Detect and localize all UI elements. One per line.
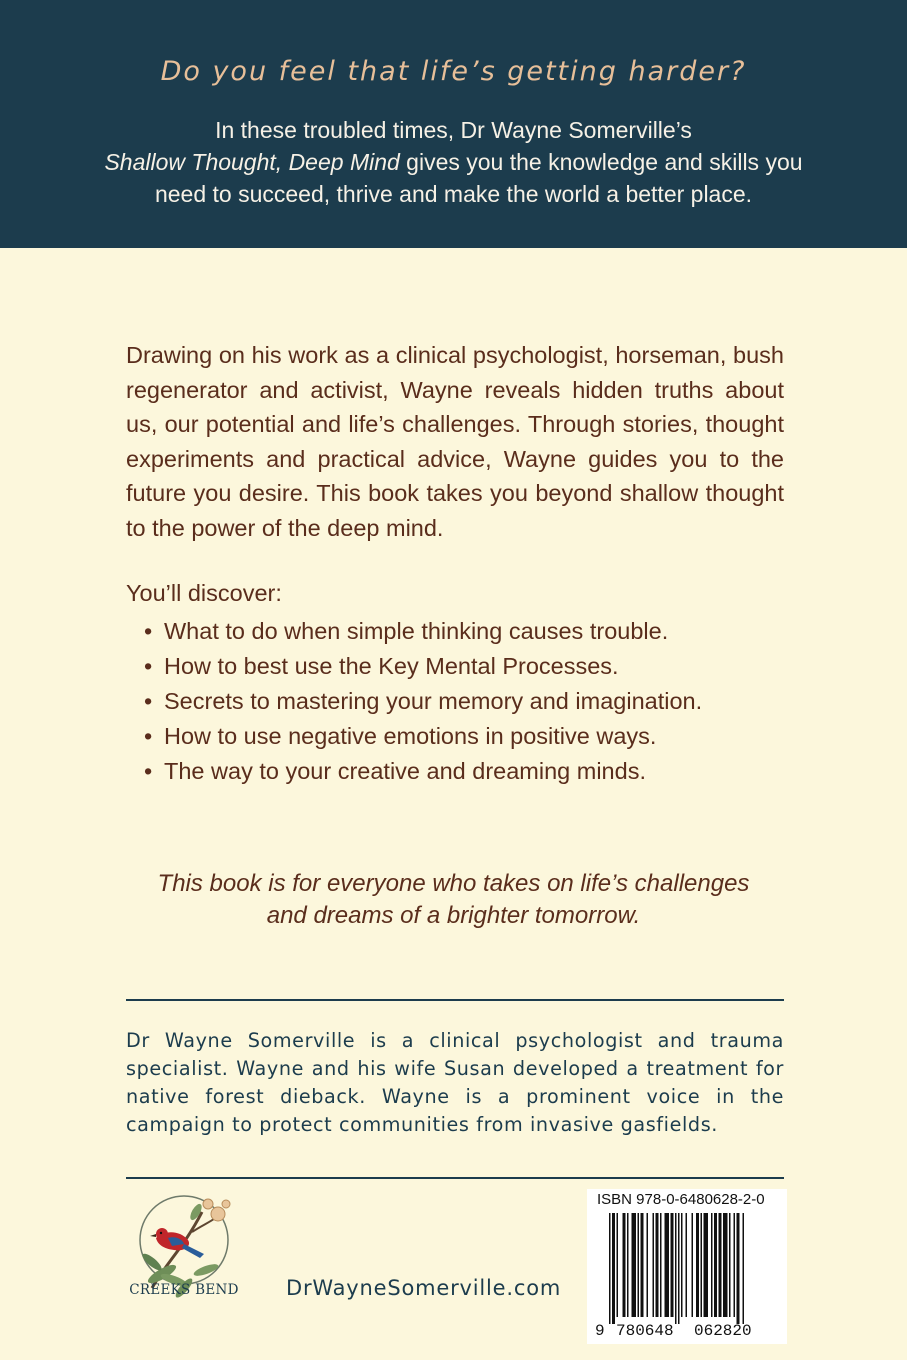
barcode-bar	[743, 1213, 745, 1324]
barcode-bar	[617, 1213, 619, 1317]
barcode-bar	[692, 1213, 694, 1317]
header-intro	[90, 114, 817, 210]
barcode-bar	[656, 1213, 659, 1317]
barcode-box	[587, 1189, 787, 1344]
list-item	[140, 684, 780, 719]
barcode-bar	[641, 1213, 644, 1317]
bullet-dot-icon: •	[144, 688, 153, 714]
barcode-group-2: 062820	[694, 1322, 752, 1340]
barcode-bar	[678, 1213, 680, 1324]
barcode-bar	[665, 1213, 670, 1317]
bullet-dot-icon: •	[144, 618, 153, 644]
list-item-text: The way to your creative and dreaming minds.	[164, 758, 646, 784]
list-item-text: Secrets to mastering your memory and imagination.	[164, 688, 703, 714]
discover-lead: You’ll discover:	[126, 580, 282, 606]
bullet-dot-icon: •	[144, 723, 153, 749]
list-item-text: How to best use the Key Mental Processes.	[164, 653, 619, 679]
barcode-bar	[696, 1213, 699, 1317]
website-link[interactable]: DrWayneSomerville.com	[286, 1276, 562, 1300]
list-item-text: What to do when simple thinking causes trouble.	[164, 618, 669, 644]
list-item-text: How to use negative emotions in positive ways.	[164, 723, 657, 749]
barcode-bar	[681, 1213, 683, 1317]
list-item	[140, 719, 780, 754]
barcode-bar	[704, 1213, 709, 1317]
author-bio: Dr Wayne Somerville is a clinical psychologist and trauma specialist. Wayne and his wife Susan developed a treatment for native forest dieback. Wayne is a prominent voice in the campaign to protect communities from invasive gasfields.	[126, 1029, 784, 1136]
divider-bottom	[126, 1177, 784, 1179]
bullet-dot-icon: •	[144, 758, 153, 784]
barcode-bar	[701, 1213, 703, 1317]
tagline-line1: This book is for everyone who takes on life’s challenges	[157, 870, 750, 897]
intro-line1: In these troubled times, Dr Wayne Somerville’s	[215, 117, 692, 143]
barcode-bar	[660, 1213, 662, 1317]
barcode-bar	[627, 1213, 629, 1317]
barcode-bar	[719, 1213, 722, 1317]
bullet-dot-icon: •	[144, 653, 153, 679]
barcode-bar	[686, 1213, 688, 1317]
list-item	[140, 649, 780, 684]
barcode-bar	[638, 1213, 640, 1317]
barcode-bar	[612, 1213, 615, 1324]
barcode-bar	[734, 1213, 736, 1317]
barcode-bar	[623, 1213, 626, 1317]
isbn-label: ISBN 978-0-6480628-2-0	[597, 1191, 765, 1208]
tagline-line2: and dreams of a brighter tomorrow.	[266, 902, 641, 929]
divider-top	[126, 999, 784, 1001]
barcode-bar	[711, 1213, 713, 1317]
intro-rest: gives you the knowledge and skills you need to succeed, thrive and make the world a better place.	[154, 149, 803, 207]
barcode-bar	[647, 1213, 649, 1317]
description-paragraph: Drawing on his work as a clinical psychologist, horseman, bush regenerator and activist, Wayne reveals hidden truths about us, our potential and life’s challenges. Through stories, thought experiments and practical advice, Wayne guides you to the future you desire. This book takes you beyond shallow thought to the power of the deep mind.	[126, 342, 784, 541]
barcode-bar	[675, 1213, 677, 1324]
list-item	[140, 614, 780, 649]
barcode-bar	[653, 1213, 655, 1317]
barcode-bar	[729, 1213, 731, 1317]
headline: Do you feel that life’s getting harder?	[160, 56, 747, 87]
barcode-first-digit: 9	[595, 1322, 605, 1340]
header-band	[0, 0, 907, 248]
barcode-bar	[737, 1213, 740, 1324]
intro-book-title: Shallow Thought, Deep Mind	[104, 149, 400, 175]
barcode-bar	[723, 1213, 728, 1317]
barcode-bar	[671, 1213, 674, 1317]
barcode-bar	[632, 1213, 637, 1317]
list-item	[140, 754, 780, 789]
barcode-bar	[609, 1213, 611, 1324]
discover-list	[140, 614, 780, 789]
tagline	[80, 868, 827, 932]
isbn-barcode-icon	[587, 1209, 787, 1324]
publisher-name: CREEKS BEND	[129, 1282, 239, 1298]
barcode-bar	[714, 1213, 717, 1317]
barcode-group-1: 780648	[616, 1322, 674, 1340]
